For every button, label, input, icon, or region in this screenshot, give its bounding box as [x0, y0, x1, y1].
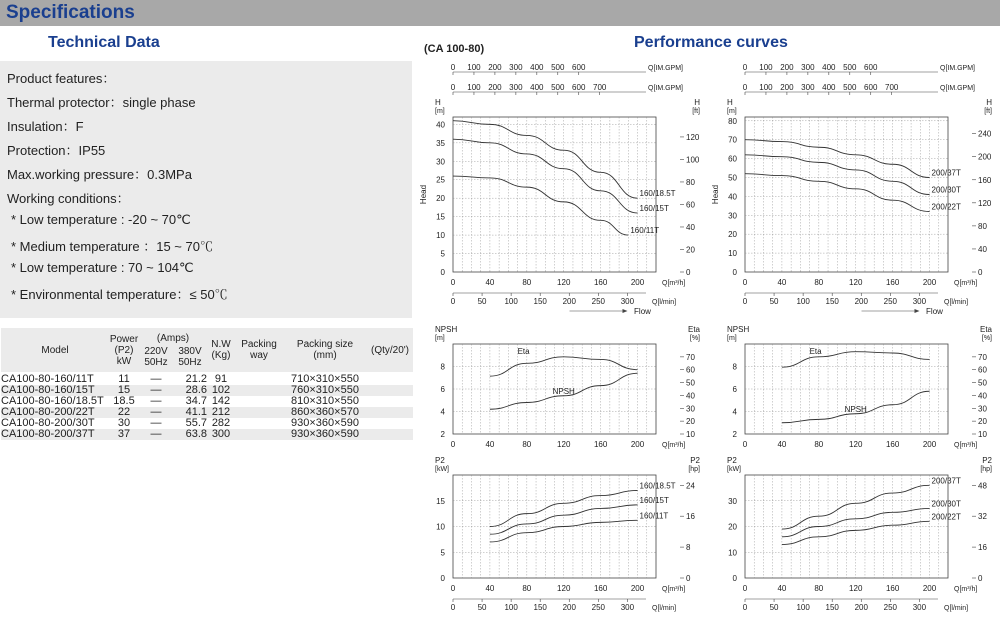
y-tick-label: 30 [436, 157, 445, 167]
col-size: Packing size (mm) [283, 328, 367, 372]
gpm-tick-label: 100 [759, 63, 773, 72]
head-axis-label: Head [711, 184, 720, 205]
y2-tick-label: 120 [978, 198, 992, 208]
col-nw: N.W (Kg) [207, 328, 235, 372]
y-tick-label: 20 [728, 230, 737, 240]
lmin-tick-label: 50 [769, 297, 779, 306]
series-line [453, 139, 638, 213]
x-axis-unit: Q[m³/h] [662, 280, 686, 287]
y-axis-label: P2 [727, 456, 737, 465]
y2-tick-label: 0 [978, 574, 983, 583]
y2-axis-label: H [986, 98, 992, 107]
x-axis-unit: Q[m³/h] [662, 442, 686, 449]
y-axis-label: NPSH [727, 325, 750, 334]
series-label: 160/15T [639, 495, 669, 505]
y2-tick-label: 60 [978, 365, 987, 375]
y-tick-label: 80 [728, 116, 737, 126]
series-label: 160/18.5T [639, 481, 676, 491]
y2-tick-label: 80 [978, 221, 987, 231]
y-axis-label: NPSH [435, 325, 458, 334]
gpm-tick-label: 300 [801, 83, 815, 92]
gpm-tick-label: 600 [864, 63, 878, 72]
feature-line: * Low temperature : -20 ~ 70℃ [11, 212, 191, 227]
gpm-tick-label: 500 [551, 83, 565, 92]
y-tick-label: 5 [440, 249, 445, 259]
plot-frame [453, 344, 656, 434]
y-tick-label: 35 [436, 138, 445, 148]
col-packing: Packing way [235, 328, 283, 372]
gpm-tick-label: 200 [780, 63, 794, 72]
x-tick-label: 200 [922, 278, 937, 287]
y2-axis-label: H [694, 98, 700, 107]
y-axis-label: H [435, 98, 441, 107]
gpm-axis-unit: Q[IM.GPM] [648, 65, 683, 72]
series-line [745, 155, 930, 195]
y2-tick-label: 48 [978, 481, 987, 491]
y2-tick-label: 10 [978, 430, 987, 439]
col-amps: (Amps) 220V 50Hz 380V 50Hz [139, 328, 207, 372]
col-model: Model [1, 328, 109, 372]
y-tick-label: 15 [436, 496, 445, 506]
feature-line: Max.working pressure：0.3MPa [7, 167, 192, 182]
gpm-tick-label: 0 [742, 83, 748, 92]
y2-tick-label: 40 [686, 391, 695, 401]
y-tick-label: 2 [732, 430, 737, 439]
x-tick-label: 0 [450, 584, 456, 593]
feature-line: * Environmental temperature：≤ 50℃ [11, 287, 228, 302]
lmin-tick-label: 250 [591, 297, 606, 306]
gpm-tick-label: 400 [530, 63, 544, 72]
x-tick-label: 40 [777, 440, 787, 449]
y2-tick-label: 160 [978, 175, 992, 185]
x-tick-label: 200 [922, 584, 937, 593]
gpm-tick-label: 400 [822, 63, 836, 72]
series-label: 200/37T [931, 476, 961, 486]
x-tick-label: 160 [885, 278, 900, 287]
series-label: NPSH [552, 386, 575, 396]
x-tick-label: 160 [593, 440, 608, 449]
series-line [453, 121, 638, 199]
x-tick-label: 80 [814, 440, 824, 449]
y-axis-label: P2 [435, 456, 445, 465]
y2-axis-unit: [hp] [980, 466, 992, 473]
lmin-tick-label: 0 [742, 603, 748, 612]
y2-tick-label: 50 [978, 378, 987, 388]
y-tick-label: 10 [436, 231, 445, 241]
feature-line: Working conditions： [7, 191, 130, 206]
y2-axis-unit: [ft] [692, 108, 700, 115]
y-tick-label: 25 [436, 175, 445, 185]
y-tick-label: 4 [440, 407, 445, 417]
y2-tick-label: 8 [686, 543, 691, 553]
x-tick-label: 120 [849, 278, 863, 287]
x-tick-label: 120 [849, 440, 863, 449]
head-axis-label: Head [419, 184, 428, 205]
series-title: (CA 100-80) [424, 43, 485, 55]
gpm-axis-unit: Q[IM.GPM] [648, 85, 683, 92]
lmin-tick-label: 50 [477, 297, 487, 306]
x-tick-label: 200 [630, 584, 645, 593]
y2-tick-label: 16 [686, 512, 695, 522]
table-row: CA100-80-160/18.5T 18.5 — 34.7 142 810×310×550 [1, 395, 359, 407]
y2-axis-label: Eta [979, 325, 992, 334]
x-tick-label: 120 [557, 440, 571, 449]
y-tick-label: 30 [728, 211, 737, 221]
series-line [490, 505, 638, 534]
y-tick-label: 6 [732, 385, 737, 394]
plot-frame [453, 117, 656, 272]
plot-frame [745, 344, 948, 434]
y-tick-label: 0 [732, 268, 737, 277]
y-tick-label: 2 [440, 430, 445, 439]
x-axis-unit: Q[m³/h] [954, 586, 978, 593]
y2-tick-label: 70 [686, 352, 695, 362]
y-axis-unit: [m] [727, 108, 737, 115]
lmin-tick-label: 150 [825, 603, 839, 612]
y2-axis-unit: [%] [689, 335, 700, 342]
x-tick-label: 160 [885, 584, 900, 593]
gpm-tick-label: 200 [488, 83, 502, 92]
plot-frame [453, 475, 656, 578]
y-tick-label: 0 [440, 268, 445, 277]
y-axis-unit: [kW] [435, 466, 449, 473]
series-line [782, 508, 930, 536]
series-line [453, 176, 628, 235]
table-row: CA100-80-160/11T 11 — 21.2 91 710×310×550 [1, 373, 359, 385]
y-tick-label: 30 [728, 496, 737, 506]
lmin-tick-label: 150 [533, 603, 547, 612]
gpm-tick-label: 500 [843, 83, 857, 92]
feature-line: * Low temperature : 70 ~ 104℃ [11, 260, 194, 275]
x-tick-label: 160 [593, 584, 608, 593]
series-label: 200/22T [931, 512, 961, 522]
y-tick-label: 60 [728, 154, 737, 164]
lmin-tick-label: 100 [796, 603, 810, 612]
y-tick-label: 15 [436, 212, 445, 222]
y-axis-unit: [m] [435, 335, 445, 342]
y-tick-label: 20 [728, 522, 737, 532]
page-title: Specifications [6, 2, 135, 23]
series-label: Eta [517, 347, 530, 356]
series-line [745, 140, 930, 178]
y-tick-label: 50 [728, 173, 737, 183]
y2-tick-label: 0 [686, 574, 691, 583]
gpm-tick-label: 400 [822, 83, 836, 92]
series-label: 160/11T [630, 226, 660, 236]
y2-axis-unit: [hp] [688, 466, 700, 473]
series-line [745, 174, 930, 212]
table-header-row [1, 328, 413, 372]
y-tick-label: 0 [732, 574, 737, 583]
gpm-tick-label: 600 [572, 83, 586, 92]
x-tick-label: 80 [522, 440, 532, 449]
y2-tick-label: 0 [686, 268, 691, 277]
series-label: 160/18.5T [639, 189, 676, 199]
y-tick-label: 70 [728, 135, 737, 145]
y-tick-label: 20 [436, 194, 445, 204]
feature-line: * Medium temperature ：15 ~ 70℃ [11, 239, 213, 254]
y2-tick-label: 70 [978, 352, 987, 362]
specifications-header [0, 0, 1000, 26]
y-tick-label: 40 [436, 120, 445, 130]
table-row: CA100-80-200/22T 22 — 41.1 212 860×360×570 [1, 407, 413, 418]
x-tick-label: 120 [557, 278, 571, 287]
y2-tick-label: 30 [686, 404, 695, 414]
y2-tick-label: 24 [686, 481, 695, 491]
y-tick-label: 10 [436, 522, 445, 532]
x-tick-label: 40 [485, 584, 495, 593]
y2-tick-label: 20 [686, 245, 695, 255]
y2-tick-label: 32 [978, 512, 987, 522]
x-tick-label: 0 [742, 278, 748, 287]
y-tick-label: 8 [732, 362, 737, 372]
y2-tick-label: 0 [978, 268, 983, 277]
y2-tick-label: 200 [978, 152, 992, 162]
lmin-tick-label: 300 [912, 603, 927, 612]
features-panel [0, 61, 412, 318]
performance-curves-title: Performance curves [634, 34, 788, 51]
gpm-tick-label: 0 [450, 63, 456, 72]
y2-axis-unit: [ft] [984, 108, 992, 115]
series-label: 160/15T [639, 203, 669, 213]
lmin-tick-label: 100 [796, 297, 810, 306]
gpm-tick-label: 200 [780, 83, 794, 92]
y-tick-label: 10 [728, 249, 737, 259]
y2-tick-label: 10 [686, 430, 695, 439]
y2-tick-label: 120 [686, 132, 700, 142]
lmin-tick-label: 200 [854, 297, 868, 306]
x-tick-label: 200 [630, 440, 645, 449]
gpm-tick-label: 700 [593, 83, 607, 92]
feature-line: Thermal protector：single phase [7, 95, 196, 110]
y-axis-unit: [m] [435, 108, 445, 115]
feature-line: Insulation：F [7, 119, 84, 134]
lmin-axis-unit: Q[l/min] [652, 299, 677, 306]
flow-label: Flow [926, 307, 943, 316]
x-tick-label: 0 [742, 440, 748, 449]
series-label: 200/37T [931, 168, 961, 178]
gpm-tick-label: 100 [759, 83, 773, 92]
x-tick-label: 0 [450, 440, 456, 449]
x-tick-label: 40 [777, 278, 787, 287]
flow-arrow-head [623, 309, 628, 313]
series-line [490, 520, 638, 542]
y2-tick-label: 40 [978, 244, 987, 254]
lmin-tick-label: 300 [620, 603, 635, 612]
lmin-tick-label: 250 [883, 603, 898, 612]
x-tick-label: 80 [814, 278, 824, 287]
lmin-tick-label: 200 [854, 603, 868, 612]
gpm-tick-label: 500 [843, 63, 857, 72]
lmin-tick-label: 100 [504, 603, 518, 612]
x-tick-label: 160 [885, 440, 900, 449]
y-tick-label: 4 [732, 407, 737, 417]
series-label: Eta [809, 347, 822, 356]
x-tick-label: 80 [522, 278, 532, 287]
series-label: 200/30T [931, 185, 961, 195]
lmin-tick-label: 200 [562, 297, 576, 306]
lmin-tick-label: 250 [883, 297, 898, 306]
lmin-tick-label: 200 [562, 603, 576, 612]
series-label: 200/30T [931, 499, 961, 509]
series-line [782, 352, 930, 367]
gpm-tick-label: 0 [742, 63, 748, 72]
gpm-axis-unit: Q[IM.GPM] [940, 85, 975, 92]
x-tick-label: 0 [450, 278, 456, 287]
x-tick-label: 40 [485, 278, 495, 287]
y-tick-label: 6 [440, 385, 445, 394]
series-line [490, 373, 638, 409]
y2-tick-label: 80 [686, 177, 695, 187]
gpm-tick-label: 400 [530, 83, 544, 92]
lmin-tick-label: 0 [742, 297, 748, 306]
table-row: CA100-80-200/37T 37 — 63.8 300 930×360×590 [1, 429, 413, 440]
lmin-axis-unit: Q[l/min] [944, 299, 969, 306]
series-line [782, 521, 930, 544]
x-tick-label: 40 [485, 440, 495, 449]
lmin-axis-unit: Q[l/min] [944, 605, 969, 612]
y2-axis-unit: [%] [981, 335, 992, 342]
x-tick-label: 200 [630, 278, 645, 287]
gpm-tick-label: 300 [509, 83, 523, 92]
series-label: 200/22T [931, 202, 961, 212]
x-axis-unit: Q[m³/h] [662, 586, 686, 593]
gpm-tick-label: 500 [551, 63, 565, 72]
y-tick-label: 8 [440, 362, 445, 372]
gpm-tick-label: 100 [467, 63, 481, 72]
gpm-axis-unit: Q[IM.GPM] [940, 65, 975, 72]
y2-tick-label: 100 [686, 155, 700, 165]
series-label: 160/11T [639, 511, 669, 521]
spec-table [1, 328, 413, 440]
gpm-tick-label: 200 [488, 63, 502, 72]
y-axis-unit: [kW] [727, 466, 741, 473]
x-tick-label: 40 [777, 584, 787, 593]
lmin-tick-label: 150 [533, 297, 547, 306]
gpm-tick-label: 600 [864, 83, 878, 92]
x-tick-label: 80 [814, 584, 824, 593]
lmin-tick-label: 250 [591, 603, 606, 612]
x-tick-label: 0 [742, 584, 748, 593]
series-line [782, 485, 930, 529]
plot-frame [745, 475, 948, 578]
y2-tick-label: 40 [978, 391, 987, 401]
feature-line: Protection：IP55 [7, 143, 106, 158]
col-qty: (Qty/20') [367, 328, 413, 372]
y-axis-unit: [m] [727, 335, 737, 342]
gpm-tick-label: 600 [572, 63, 586, 72]
x-tick-label: 200 [922, 440, 937, 449]
y2-axis-label: Eta [687, 325, 700, 334]
x-axis-unit: Q[m³/h] [954, 280, 978, 287]
y2-tick-label: 20 [686, 417, 695, 427]
col-power: Power (P2) kW [109, 328, 139, 372]
y2-tick-label: 60 [686, 200, 695, 210]
lmin-axis-unit: Q[l/min] [652, 605, 677, 612]
x-tick-label: 120 [849, 584, 863, 593]
x-tick-label: 160 [593, 278, 608, 287]
flow-arrow-head [915, 309, 920, 313]
lmin-tick-label: 50 [477, 603, 487, 612]
technical-data-title: Technical Data [48, 34, 160, 51]
lmin-tick-label: 150 [825, 297, 839, 306]
feature-line: Product features： [7, 71, 116, 86]
y2-tick-label: 30 [978, 404, 987, 414]
y2-axis-label: P2 [982, 456, 992, 465]
lmin-tick-label: 300 [912, 297, 927, 306]
y2-tick-label: 60 [686, 365, 695, 375]
y2-tick-label: 20 [978, 417, 987, 427]
x-axis-unit: Q[m³/h] [954, 442, 978, 449]
gpm-tick-label: 700 [885, 83, 899, 92]
lmin-tick-label: 0 [450, 603, 456, 612]
y-tick-label: 5 [440, 548, 445, 558]
x-tick-label: 120 [557, 584, 571, 593]
lmin-tick-label: 300 [620, 297, 635, 306]
y-tick-label: 40 [728, 192, 737, 202]
y-tick-label: 0 [440, 574, 445, 583]
y2-tick-label: 240 [978, 129, 992, 139]
x-tick-label: 80 [522, 584, 532, 593]
y2-tick-label: 16 [978, 543, 987, 553]
series-label: NPSH [844, 404, 867, 414]
flow-label: Flow [634, 307, 651, 316]
y2-tick-label: 40 [686, 222, 695, 232]
gpm-tick-label: 300 [509, 63, 523, 72]
gpm-tick-label: 100 [467, 83, 481, 92]
lmin-tick-label: 50 [769, 603, 779, 612]
lmin-tick-label: 0 [450, 297, 456, 306]
y2-tick-label: 50 [686, 378, 695, 388]
plot-frame [745, 117, 948, 272]
gpm-tick-label: 300 [801, 63, 815, 72]
series-line [782, 391, 930, 423]
series-line [490, 490, 638, 526]
table-row: CA100-80-160/15T 15 — 28.6 102 760×310×550 [1, 385, 413, 396]
lmin-tick-label: 100 [504, 297, 518, 306]
table-row: CA100-80-200/30T 30 — 55.7 282 930×360×590 [1, 417, 359, 429]
y-axis-label: H [727, 98, 733, 107]
y-tick-label: 10 [728, 548, 737, 558]
gpm-tick-label: 0 [450, 83, 456, 92]
series-line [490, 357, 638, 376]
y2-axis-label: P2 [690, 456, 700, 465]
